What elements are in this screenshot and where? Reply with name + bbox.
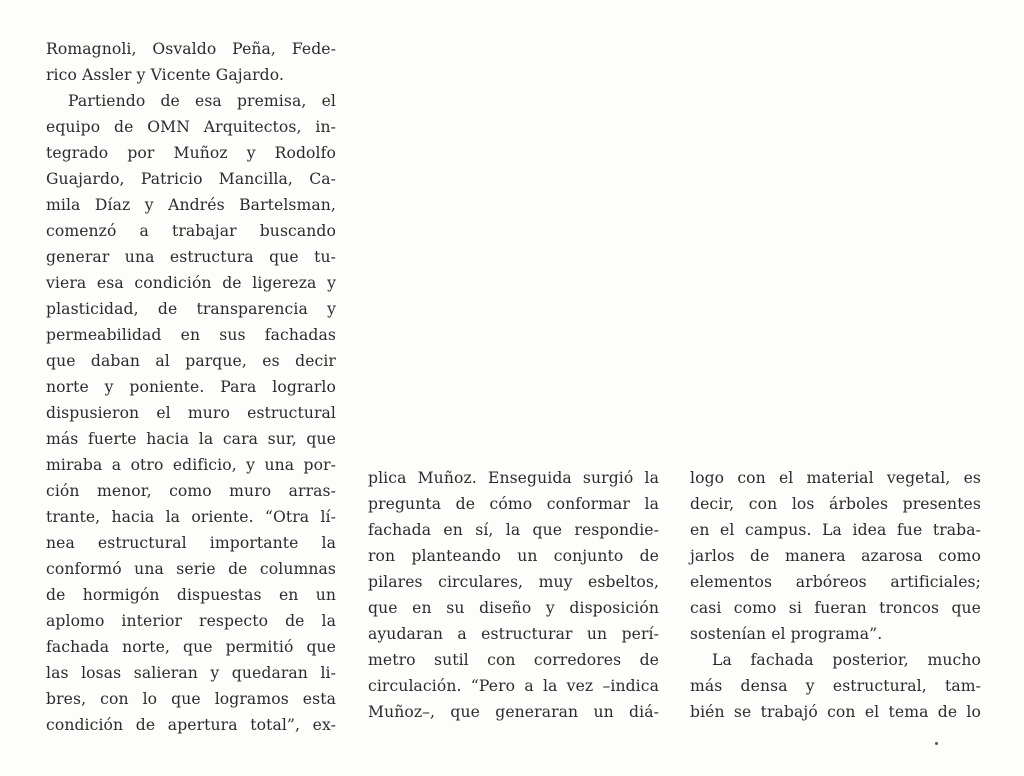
text-line: generar una estructura que tu- [46,248,336,266]
text-line: miraba a otro edificio, y una por- [46,456,336,474]
text-line: circulación. “Pero a la vez –indica [368,677,659,695]
text-line: más densa y estructural, tam- [690,677,981,695]
text-line: fachada norte, que permitió que [46,638,336,656]
text-line: mila Díaz y Andrés Bartelsman, [46,196,336,214]
text-line: las losas salieran y quedaran li- [46,664,336,682]
text-line: jarlos de manera azarosa como [690,547,981,565]
text-line: elementos arbóreos artificiales; [690,573,981,591]
scan-speck [935,742,938,745]
text-line: Muñoz–, que generaran un diá- [368,703,659,721]
text-line: ron planteando un conjunto de [368,547,659,565]
text-line: plasticidad, de transparencia y [46,300,336,318]
text-line: equipo de OMN Arquitectos, in- [46,118,336,136]
text-line: metro sutil con corredores de [368,651,659,669]
text-line: bres, con lo que logramos esta [46,690,336,708]
text-line: bién se trabajó con el tema de lo [690,703,981,721]
text-line: condición de apertura total”, ex- [46,716,336,734]
text-line: que daban al parque, es decir [46,352,336,370]
text-line: sostenían el programa”. [690,625,883,643]
text-line: decir, con los árboles presentes [690,495,981,513]
text-line: en el campus. La idea fue traba- [690,521,981,539]
text-line: fachada en sí, la que respondie- [368,521,659,539]
text-column-1 [46,36,336,738]
text-line: norte y poniente. Para lograrlo [46,378,336,396]
text-column-3 [690,465,981,725]
text-line: casi como si fueran troncos que [690,599,981,617]
text-line: viera esa condición de ligereza y [46,274,336,292]
text-line: Guajardo, Patricio Mancilla, Ca- [46,170,336,188]
text-line: permeabilidad en sus fachadas [46,326,336,344]
text-line: plica Muñoz. Enseguida surgió la [368,469,659,487]
text-line: de hormigón dispuestas en un [46,586,336,604]
text-line: comenzó a trabajar buscando [46,222,336,240]
text-line: Romagnoli, Osvaldo Peña, Fede- [46,40,336,58]
text-line: trante, hacia la oriente. “Otra lí- [46,508,336,526]
text-line: conformó una serie de columnas [46,560,336,578]
text-line: pilares circulares, muy esbeltos, [368,573,659,591]
text-line: ción menor, como muro arras- [46,482,336,500]
text-line: Partiendo de esa premisa, el [68,92,336,110]
text-line: ayudaran a estructurar un perí- [368,625,659,643]
text-line: pregunta de cómo conformar la [368,495,659,513]
text-line: tegrado por Muñoz y Rodolfo [46,144,336,162]
text-line: más fuerte hacia la cara sur, que [46,430,336,448]
text-column-2 [368,465,659,725]
text-line: aplomo interior respecto de la [46,612,336,630]
text-line: dispusieron el muro estructural [46,404,336,422]
text-line: nea estructural importante la [46,534,336,552]
text-line: logo con el material vegetal, es [690,469,981,487]
text-line: rico Assler y Vicente Gajardo. [46,66,285,84]
text-line: que en su diseño y disposición [368,599,659,617]
text-line: La fachada posterior, mucho [712,651,981,669]
